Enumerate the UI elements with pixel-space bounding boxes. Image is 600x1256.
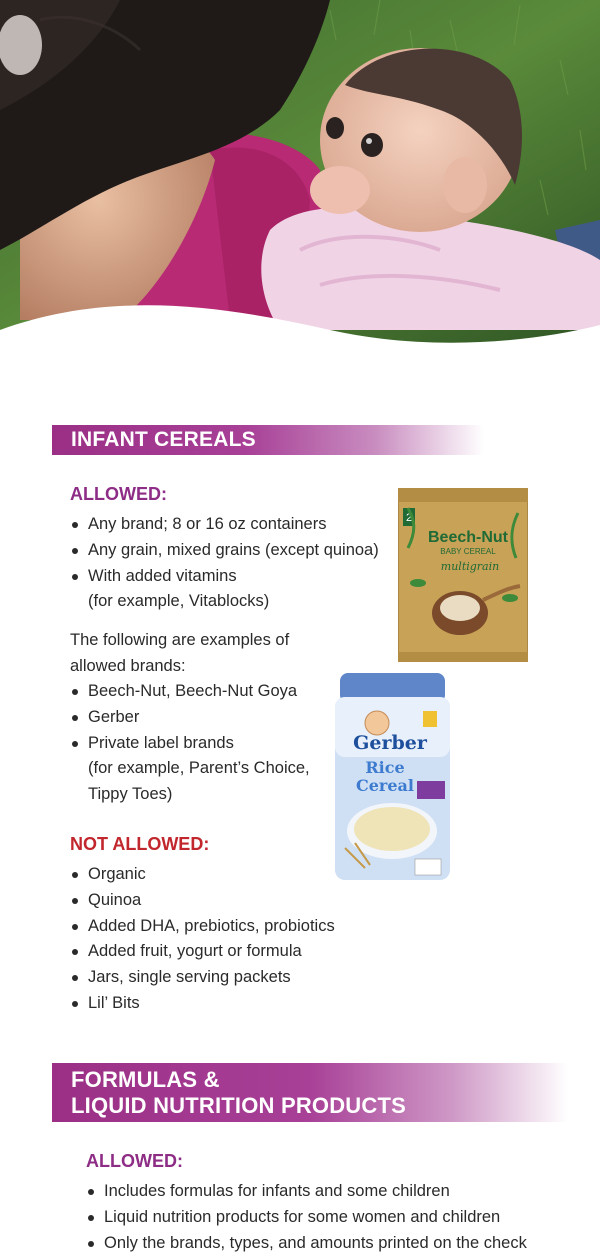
cereals-allowed-heading: ALLOWED: bbox=[70, 484, 167, 504]
examples-intro: The following are examples of allowed brands: bbox=[70, 631, 290, 675]
list-item: Any grain, mixed grains (except quinoa) bbox=[70, 538, 400, 564]
list-item: Organic bbox=[70, 862, 370, 888]
beechnut-cereal-box-image bbox=[398, 488, 528, 667]
infant-cereals-title: INFANT CEREALS bbox=[71, 428, 256, 451]
list-item: Lil’ Bits bbox=[70, 991, 370, 1017]
allowed-brands-list bbox=[70, 679, 340, 808]
svg-text:Gerber: Gerber bbox=[353, 732, 427, 754]
list-item: Only the brands, types, and amounts printed on the check bbox=[86, 1231, 586, 1256]
cereals-allowed-list bbox=[70, 512, 400, 615]
list-item: Beech-Nut, Beech-Nut Goya bbox=[70, 679, 340, 705]
list-item: Jars, single serving packets bbox=[70, 965, 370, 991]
list-item: Quinoa bbox=[70, 888, 370, 914]
svg-text:BABY CEREAL: BABY CEREAL bbox=[440, 547, 496, 556]
list-item: Gerber bbox=[70, 705, 340, 731]
list-item: Any brand; 8 or 16 oz containers bbox=[70, 512, 400, 538]
list-item: Added DHA, prebiotics, probiotics bbox=[70, 914, 370, 940]
gerber-rice-cereal-image bbox=[335, 673, 450, 885]
hero-photo bbox=[0, 0, 600, 350]
cereals-not-allowed-list bbox=[70, 862, 370, 1017]
formulas-title-line1: FORMULAS & bbox=[71, 1067, 220, 1092]
list-item: With added vitamins (for example, Vitablocks) bbox=[70, 564, 400, 616]
svg-text:Beech-Nut: Beech-Nut bbox=[427, 529, 509, 546]
formulas-allowed-list bbox=[86, 1179, 586, 1256]
list-item: Private label brands (for example, Parent’s Choice, Tippy Toes) bbox=[70, 731, 340, 808]
list-item: Includes formulas for infants and some children bbox=[86, 1179, 586, 1205]
svg-text:2: 2 bbox=[405, 512, 413, 524]
svg-text:Rice: Rice bbox=[365, 758, 405, 777]
list-item: Liquid nutrition products for some women and children bbox=[86, 1205, 586, 1231]
formulas-allowed-heading: ALLOWED: bbox=[86, 1151, 183, 1171]
formulas-title-line2: LIQUID NUTRITION PRODUCTS bbox=[71, 1093, 406, 1118]
beechnut-box-graphic bbox=[398, 488, 528, 662]
formulas-title-bar bbox=[52, 1063, 568, 1122]
cereals-not-allowed-heading: NOT ALLOWED: bbox=[70, 834, 210, 854]
svg-text:Cereal: Cereal bbox=[356, 776, 414, 795]
gerber-canister-graphic bbox=[335, 673, 450, 880]
list-item: Added fruit, yogurt or formula bbox=[70, 939, 370, 965]
infant-cereals-title-bar bbox=[52, 425, 484, 455]
svg-text:multigrain: multigrain bbox=[440, 560, 500, 573]
mother-baby-photo bbox=[0, 0, 600, 350]
